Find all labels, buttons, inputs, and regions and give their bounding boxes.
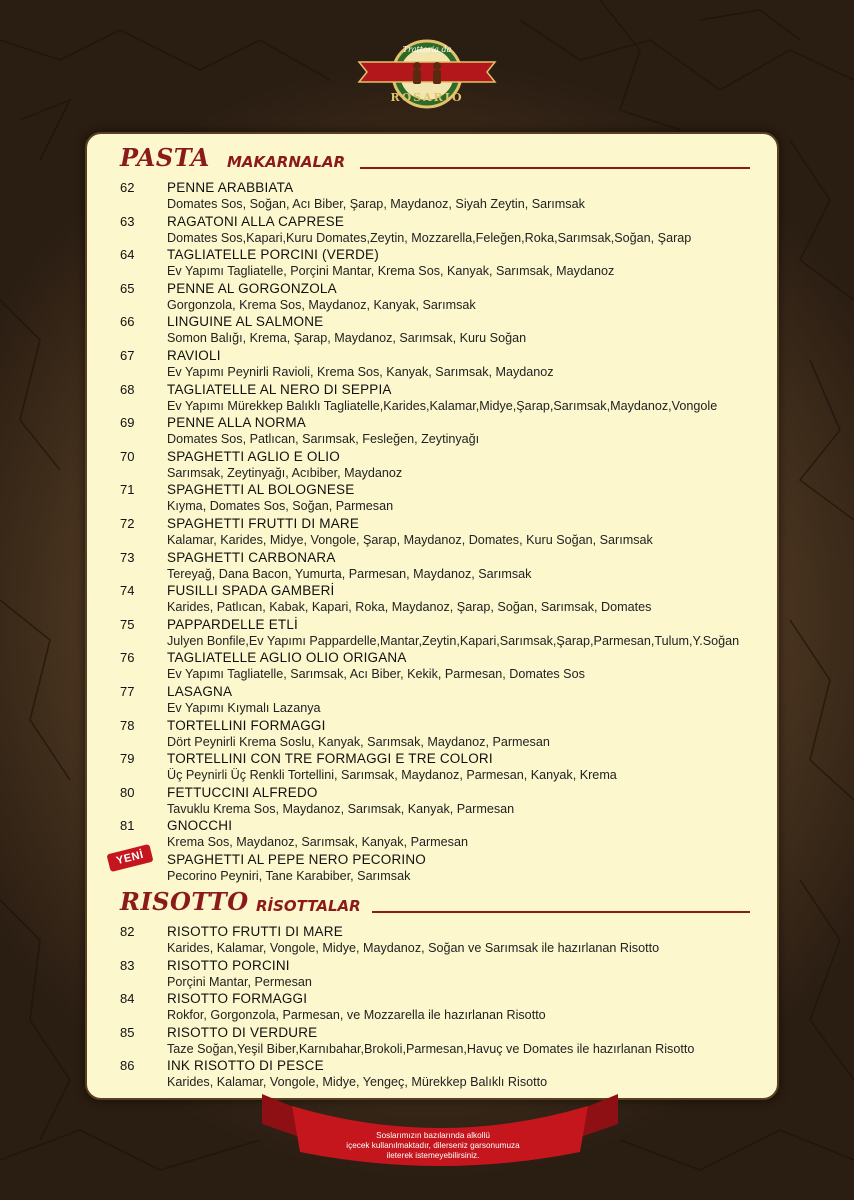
- item-name: PENNE ALLA NORMA: [167, 415, 306, 431]
- item-description: Ev Yapımı Kıymalı Lazanya: [167, 700, 321, 715]
- item-description: Sarımsak, Zeytinyağı, Acıbiber, Maydanoz: [167, 465, 403, 480]
- item-name: PAPPARDELLE ETLİ: [167, 616, 299, 632]
- item-name: RISOTTO FRUTTI DI MARE: [167, 924, 343, 939]
- item-number: 81: [120, 818, 135, 834]
- menu-item: [120, 348, 760, 382]
- item-name: TAGLIATELLE AL NERO DI SEPPIA: [167, 381, 392, 397]
- menu-item: [120, 482, 760, 516]
- menu-item: [120, 1025, 760, 1059]
- section-divider: [360, 167, 750, 169]
- menu-item: [120, 314, 760, 348]
- item-number: 70: [120, 448, 135, 464]
- item-description: Domates Sos,Kapari,Kuru Domates,Zeytin, Mozzarella,Feleğen,Roka,Sarımsak,Soğan, Şarap: [167, 230, 692, 245]
- item-name: FETTUCCINI ALFREDO: [167, 784, 318, 800]
- item-number: 77: [120, 683, 135, 699]
- item-description: Domates Sos, Soğan, Acı Biber, Şarap, Maydanoz, Siyah Zeytin, Sarımsak: [167, 197, 585, 211]
- item-number: 71: [120, 482, 135, 498]
- item-description: Taze Soğan,Yeşil Biber,Karnıbahar,Brokoli,Parmesan,Havuç ve Domates ile hazırlanan Risotto: [167, 1041, 695, 1056]
- item-number: 79: [120, 751, 135, 767]
- item-number: 74: [120, 583, 135, 599]
- item-number: 69: [120, 415, 135, 431]
- section-subtitle: RİSOTTALAR: [256, 897, 361, 915]
- item-description: Kalamar, Karides, Midye, Vongole, Şarap, Maydanoz, Domates, Kuru Soğan, Sarımsak: [167, 532, 653, 547]
- section-divider: [372, 911, 750, 913]
- item-name: RAGATONI ALLA CAPRESE: [167, 213, 345, 229]
- item-name: PENNE AL GORGONZOLA: [167, 280, 337, 296]
- item-name: SPAGHETTI AL PEPE NERO PECORINO: [167, 851, 427, 867]
- item-description: Karides, Kalamar, Vongole, Midye, Yengeç, Mürekkep Balıklı Risotto: [167, 1075, 548, 1090]
- footer-note: [300, 1131, 566, 1161]
- menu-item: [120, 180, 760, 214]
- item-number: 75: [120, 616, 135, 632]
- risotto-section-header: [120, 886, 750, 916]
- new-badge: YENİ: [106, 844, 153, 872]
- item-number: 78: [120, 717, 135, 733]
- item-name: SPAGHETTI AL BOLOGNESE: [167, 482, 355, 498]
- logo-top-text: Trattoria da: [402, 45, 452, 54]
- item-description: Porçini Mantar, Permesan: [167, 974, 312, 989]
- item-description: Domates Sos, Patlıcan, Sarımsak, Fesleğen, Zeytinyağı: [167, 432, 480, 447]
- item-number: 84: [120, 991, 135, 1007]
- section-title: RISOTTO: [120, 887, 249, 916]
- item-number: 63: [120, 213, 135, 229]
- menu-item: [120, 958, 760, 992]
- item-number: 64: [120, 247, 135, 263]
- item-description: Tavuklu Krema Sos, Maydanoz, Sarımsak, Kanyak, Parmesan: [167, 801, 515, 816]
- item-name: GNOCCHI: [167, 818, 233, 834]
- item-number: 82: [120, 924, 135, 939]
- item-name: SPAGHETTI FRUTTI DI MARE: [167, 515, 360, 531]
- footer-note-line: ileterek istemeyebilirsiniz.: [386, 1151, 480, 1160]
- menu-item: [120, 617, 760, 651]
- menu-item: [120, 583, 760, 617]
- item-description: Rokfor, Gorgonzola, Parmesan, ve Mozzarella ile hazırlanan Risotto: [167, 1008, 546, 1023]
- item-name: PENNE ARABBIATA: [167, 180, 294, 195]
- item-number: 83: [120, 957, 135, 973]
- menu-item: [120, 281, 760, 315]
- menu-item: [120, 550, 760, 584]
- item-description: Somon Balığı, Krema, Şarap, Maydanoz, Sarımsak, Kuru Soğan: [167, 331, 527, 346]
- menu-item: [115, 848, 760, 886]
- item-number: 72: [120, 515, 135, 531]
- section-subtitle: MAKARNALAR: [227, 153, 346, 171]
- item-number: 86: [120, 1058, 135, 1074]
- item-number: 66: [120, 314, 135, 330]
- item-number: 67: [120, 347, 135, 363]
- menu-item: [120, 516, 760, 550]
- item-description: Karides, Patlıcan, Kabak, Kapari, Roka, Maydanoz, Şarap, Soğan, Sarımsak, Domates: [167, 600, 652, 615]
- item-name: RISOTTO FORMAGGI: [167, 991, 308, 1007]
- menu-item: [120, 415, 760, 449]
- menu-item: [120, 214, 760, 248]
- menu-item: [120, 650, 760, 684]
- item-description: Ev Yapımı Tagliatelle, Porçini Mantar, Krema Sos, Kanyak, Sarımsak, Maydanoz: [167, 264, 615, 279]
- item-name: FUSILLI SPADA GAMBERİ: [167, 583, 335, 599]
- item-name: SPAGHETTI CARBONARA: [167, 549, 336, 565]
- pasta-item-list: [115, 180, 760, 885]
- menu-item: [120, 247, 760, 281]
- item-name: TAGLIATELLE AGLIO OLIO ORIGANA: [167, 650, 407, 666]
- item-name: LINGUINE AL SALMONE: [167, 314, 324, 330]
- item-number: 62: [120, 180, 135, 195]
- menu-item: [120, 1058, 760, 1092]
- item-description: Üç Peynirli Üç Renkli Tortellini, Sarımsak, Maydanoz, Parmesan, Kanyak, Krema: [167, 768, 617, 783]
- menu-item: [120, 785, 760, 819]
- item-name: LASAGNA: [167, 683, 233, 699]
- item-description: Karides, Kalamar, Vongole, Midye, Maydanoz, Soğan ve Sarımsak ile hazırlanan Risotto: [167, 941, 660, 955]
- item-description: Ev Yapımı Peynirli Ravioli, Krema Sos, Kanyak, Sarımsak, Maydanoz: [167, 364, 554, 379]
- item-name: TAGLIATELLE PORCINI (VERDE): [167, 247, 379, 263]
- menu-item: [120, 924, 760, 958]
- menu-item: [120, 382, 760, 416]
- item-description: Julyen Bonfile,Ev Yapımı Pappardelle,Mantar,Zeytin,Kapari,Sarımsak,Şarap,Parmesan,Tulum,Y.Soğan: [167, 633, 740, 648]
- footer-note-line: Soslarımızın bazılarında alkollü: [376, 1131, 490, 1140]
- item-number: 85: [120, 1024, 135, 1040]
- item-description: Krema Sos, Maydanoz, Sarımsak, Kanyak, Parmesan: [167, 835, 468, 850]
- item-number: 73: [120, 549, 135, 565]
- menu-item: [120, 718, 760, 752]
- menu-item: [120, 818, 760, 852]
- item-name: TORTELLINI CON TRE FORMAGGI E TRE COLORI: [167, 751, 493, 767]
- item-name: RISOTTO DI VERDURE: [167, 1024, 318, 1040]
- item-description: Ev Yapımı Tagliatelle, Sarımsak, Acı Biber, Kekik, Parmesan, Domates Sos: [167, 667, 585, 682]
- item-description: Pecorino Peyniri, Tane Karabiber, Sarımsak: [167, 868, 411, 883]
- item-description: Kıyma, Domates Sos, Soğan, Parmesan: [167, 499, 394, 514]
- menu-item: [120, 751, 760, 785]
- menu-item: [120, 991, 760, 1025]
- menu-item: [120, 449, 760, 483]
- footer-note-line: içecek kullanılmaktadır, dilerseniz garsonumuza: [346, 1141, 520, 1150]
- section-title: PASTA: [120, 143, 210, 172]
- item-description: Tereyağ, Dana Bacon, Yumurta, Parmesan, Maydanoz, Sarımsak: [167, 566, 532, 581]
- item-name: TORTELLINI FORMAGGI: [167, 717, 326, 733]
- item-number: 76: [120, 650, 135, 666]
- item-number: 68: [120, 381, 135, 397]
- risotto-item-list: [120, 924, 760, 1092]
- pasta-section-header: [120, 142, 750, 172]
- item-name: RISOTTO PORCINI: [167, 957, 290, 973]
- logo-name: ROSARIO: [390, 91, 464, 104]
- trattoria-rosario-logo: [357, 38, 497, 110]
- item-name: INK RISOTTO DI PESCE: [167, 1058, 324, 1074]
- item-description: Ev Yapımı Mürekkep Balıklı Tagliatelle,Karides,Kalamar,Midye,Şarap,Sarımsak,Maydanoz,Vongole: [167, 398, 718, 413]
- menu-item: [120, 684, 760, 718]
- item-description: Gorgonzola, Krema Sos, Maydanoz, Kanyak, Sarımsak: [167, 297, 476, 312]
- item-name: SPAGHETTI AGLIO E OLIO: [167, 448, 340, 464]
- item-description: Dört Peynirli Krema Soslu, Kanyak, Sarımsak, Maydanoz, Parmesan: [167, 734, 550, 749]
- item-number: 65: [120, 280, 135, 296]
- item-name: RAVIOLI: [167, 347, 221, 363]
- item-number: 80: [120, 784, 135, 800]
